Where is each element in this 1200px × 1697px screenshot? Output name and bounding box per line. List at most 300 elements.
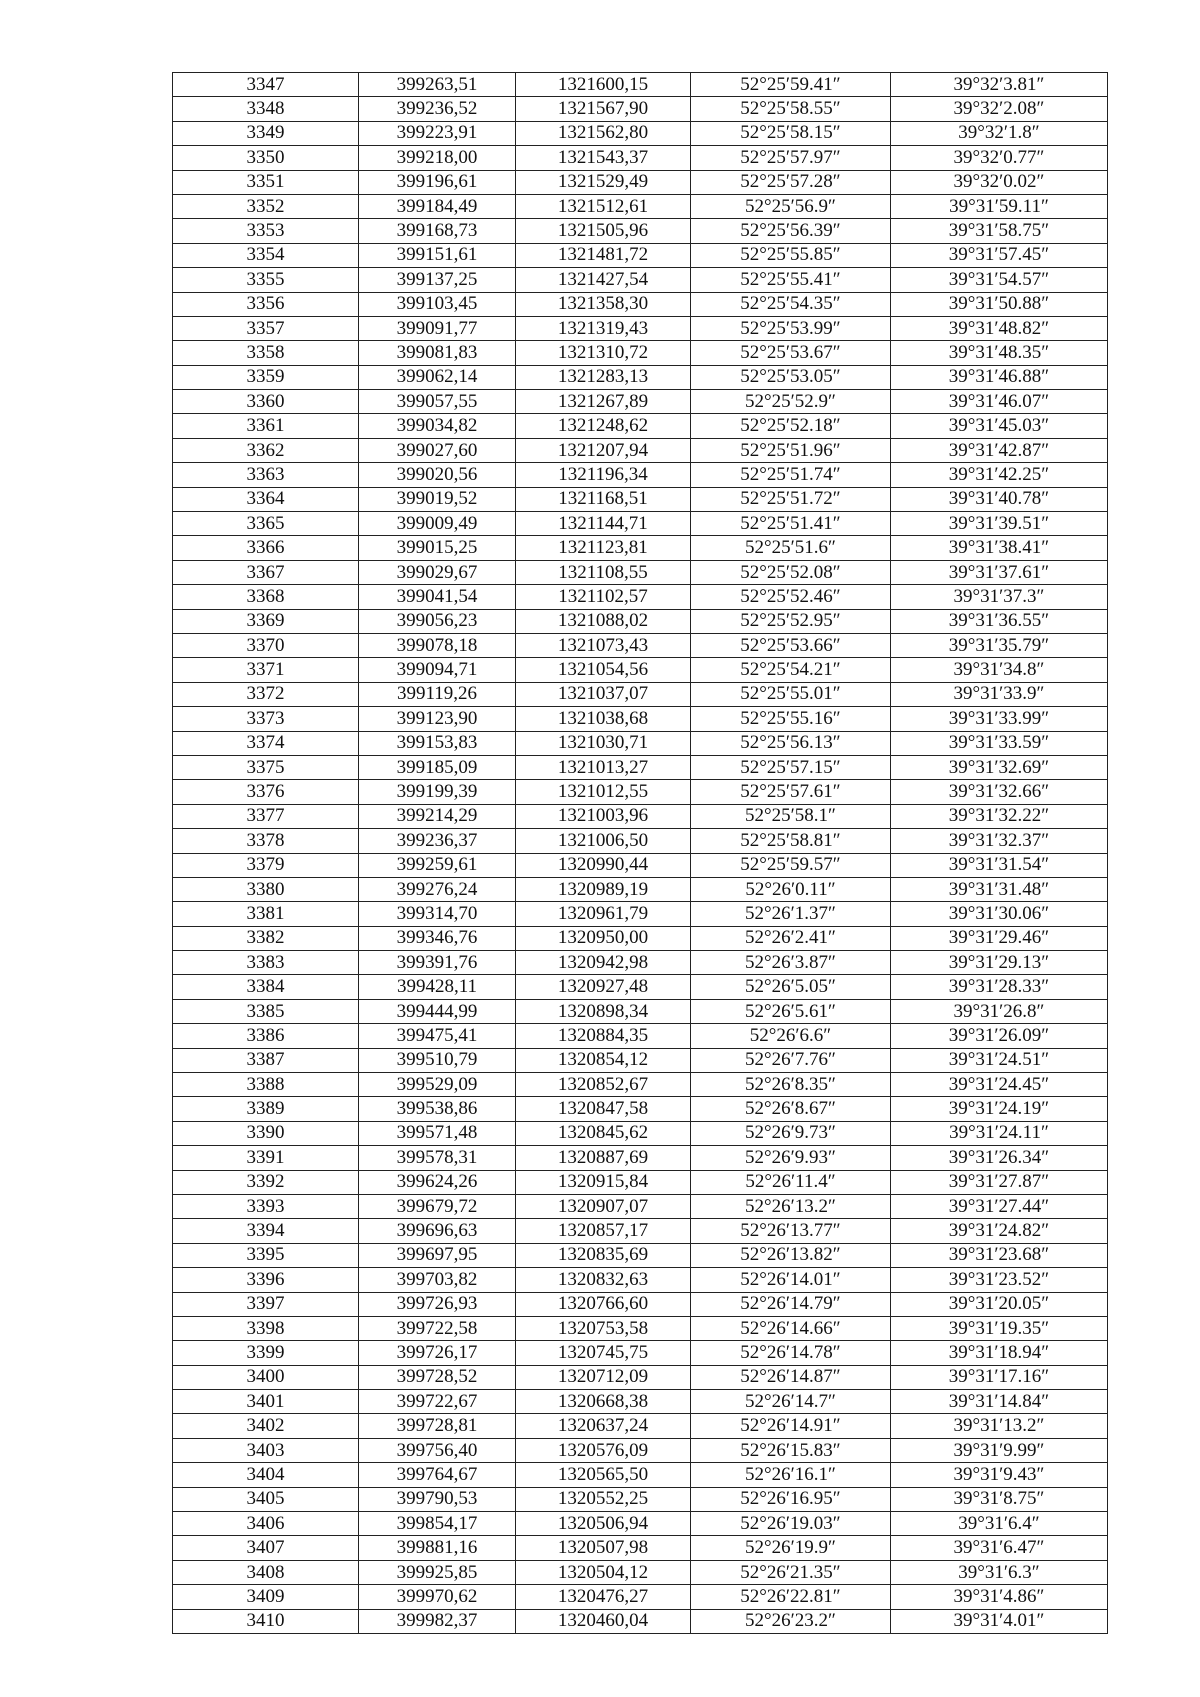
point-number-cell: 3393	[173, 1194, 359, 1218]
longitude-cell: 39°31′28.33″	[891, 975, 1108, 999]
longitude-cell: 39°31′20.05″	[891, 1292, 1108, 1316]
y-coordinate-cell: 1320915,84	[516, 1170, 691, 1194]
x-coordinate-cell: 399314,70	[359, 902, 516, 926]
y-coordinate-cell: 1321054,56	[516, 658, 691, 682]
latitude-cell: 52°26′21.35″	[691, 1560, 891, 1584]
table-row	[173, 1585, 1108, 1609]
latitude-cell: 52°25′51.72″	[691, 487, 891, 511]
table-row	[173, 1438, 1108, 1462]
table-row	[173, 1170, 1108, 1194]
table-row	[173, 1536, 1108, 1560]
x-coordinate-cell: 399214,29	[359, 804, 516, 828]
longitude-cell: 39°31′23.68″	[891, 1243, 1108, 1267]
point-number-cell: 3398	[173, 1316, 359, 1340]
x-coordinate-cell: 399056,23	[359, 609, 516, 633]
x-coordinate-cell: 399034,82	[359, 414, 516, 438]
table-row	[173, 97, 1108, 121]
latitude-cell: 52°26′22.81″	[691, 1585, 891, 1609]
latitude-cell: 52°26′9.73″	[691, 1121, 891, 1145]
latitude-cell: 52°26′9.93″	[691, 1146, 891, 1170]
y-coordinate-cell: 1320852,67	[516, 1073, 691, 1097]
point-number-cell: 3371	[173, 658, 359, 682]
x-coordinate-cell: 399728,81	[359, 1414, 516, 1438]
table-row	[173, 487, 1108, 511]
y-coordinate-cell: 1321567,90	[516, 97, 691, 121]
x-coordinate-cell: 399428,11	[359, 975, 516, 999]
point-number-cell: 3391	[173, 1146, 359, 1170]
longitude-cell: 39°31′36.55″	[891, 609, 1108, 633]
point-number-cell: 3408	[173, 1560, 359, 1584]
point-number-cell: 3351	[173, 170, 359, 194]
point-number-cell: 3404	[173, 1463, 359, 1487]
latitude-cell: 52°26′14.66″	[691, 1316, 891, 1340]
y-coordinate-cell: 1320990,44	[516, 853, 691, 877]
x-coordinate-cell: 399881,16	[359, 1536, 516, 1560]
longitude-cell: 39°31′14.84″	[891, 1390, 1108, 1414]
table-row	[173, 1194, 1108, 1218]
latitude-cell: 52°25′55.85″	[691, 243, 891, 267]
x-coordinate-cell: 399722,67	[359, 1390, 516, 1414]
point-number-cell: 3355	[173, 268, 359, 292]
latitude-cell: 52°26′7.76″	[691, 1048, 891, 1072]
table-row	[173, 1560, 1108, 1584]
y-coordinate-cell: 1320898,34	[516, 999, 691, 1023]
latitude-cell: 52°26′13.82″	[691, 1243, 891, 1267]
longitude-cell: 39°31′6.3″	[891, 1560, 1108, 1584]
point-number-cell: 3389	[173, 1097, 359, 1121]
x-coordinate-cell: 399790,53	[359, 1487, 516, 1511]
table-row	[173, 1097, 1108, 1121]
latitude-cell: 52°25′55.41″	[691, 268, 891, 292]
table-row	[173, 1024, 1108, 1048]
latitude-cell: 52°26′14.01″	[691, 1268, 891, 1292]
y-coordinate-cell: 1320507,98	[516, 1536, 691, 1560]
table-row	[173, 512, 1108, 536]
table-row	[173, 1268, 1108, 1292]
latitude-cell: 52°25′57.15″	[691, 755, 891, 779]
longitude-cell: 39°31′48.35″	[891, 341, 1108, 365]
longitude-cell: 39°31′42.87″	[891, 438, 1108, 462]
table-row	[173, 877, 1108, 901]
point-number-cell: 3380	[173, 877, 359, 901]
x-coordinate-cell: 399679,72	[359, 1194, 516, 1218]
point-number-cell: 3383	[173, 951, 359, 975]
point-number-cell: 3397	[173, 1292, 359, 1316]
x-coordinate-cell: 399062,14	[359, 365, 516, 389]
x-coordinate-cell: 399696,63	[359, 1219, 516, 1243]
point-number-cell: 3359	[173, 365, 359, 389]
longitude-cell: 39°31′32.22″	[891, 804, 1108, 828]
longitude-cell: 39°31′40.78″	[891, 487, 1108, 511]
y-coordinate-cell: 1321543,37	[516, 146, 691, 170]
table-row	[173, 536, 1108, 560]
latitude-cell: 52°25′57.97″	[691, 146, 891, 170]
table-row	[173, 1609, 1108, 1633]
longitude-cell: 39°31′24.11″	[891, 1121, 1108, 1145]
y-coordinate-cell: 1320832,63	[516, 1268, 691, 1292]
table-row	[173, 1121, 1108, 1145]
table-row	[173, 365, 1108, 389]
x-coordinate-cell: 399027,60	[359, 438, 516, 462]
table-row	[173, 755, 1108, 779]
point-number-cell: 3354	[173, 243, 359, 267]
table-row	[173, 658, 1108, 682]
point-number-cell: 3362	[173, 438, 359, 462]
longitude-cell: 39°31′37.61″	[891, 560, 1108, 584]
point-number-cell: 3384	[173, 975, 359, 999]
x-coordinate-cell: 399057,55	[359, 390, 516, 414]
point-number-cell: 3387	[173, 1048, 359, 1072]
table-row	[173, 829, 1108, 853]
point-number-cell: 3373	[173, 707, 359, 731]
point-number-cell: 3401	[173, 1390, 359, 1414]
table-row	[173, 438, 1108, 462]
y-coordinate-cell: 1320745,75	[516, 1341, 691, 1365]
x-coordinate-cell: 399119,26	[359, 682, 516, 706]
table-row	[173, 341, 1108, 365]
point-number-cell: 3378	[173, 829, 359, 853]
table-row	[173, 1390, 1108, 1414]
point-number-cell: 3363	[173, 463, 359, 487]
point-number-cell: 3376	[173, 780, 359, 804]
y-coordinate-cell: 1320753,58	[516, 1316, 691, 1340]
x-coordinate-cell: 399624,26	[359, 1170, 516, 1194]
table-row	[173, 1487, 1108, 1511]
point-number-cell: 3367	[173, 560, 359, 584]
x-coordinate-cell: 399578,31	[359, 1146, 516, 1170]
point-number-cell: 3382	[173, 926, 359, 950]
table-row	[173, 1414, 1108, 1438]
latitude-cell: 52°26′13.2″	[691, 1194, 891, 1218]
y-coordinate-cell: 1320961,79	[516, 902, 691, 926]
table-row	[173, 731, 1108, 755]
x-coordinate-cell: 399346,76	[359, 926, 516, 950]
longitude-cell: 39°32′0.02″	[891, 170, 1108, 194]
y-coordinate-cell: 1320950,00	[516, 926, 691, 950]
y-coordinate-cell: 1320506,94	[516, 1512, 691, 1536]
y-coordinate-cell: 1320845,62	[516, 1121, 691, 1145]
table-row	[173, 633, 1108, 657]
point-number-cell: 3374	[173, 731, 359, 755]
y-coordinate-cell: 1321207,94	[516, 438, 691, 462]
point-number-cell: 3366	[173, 536, 359, 560]
longitude-cell: 39°31′17.16″	[891, 1365, 1108, 1389]
x-coordinate-cell: 399764,67	[359, 1463, 516, 1487]
y-coordinate-cell: 1321012,55	[516, 780, 691, 804]
x-coordinate-cell: 399218,00	[359, 146, 516, 170]
point-number-cell: 3353	[173, 219, 359, 243]
table-row	[173, 975, 1108, 999]
x-coordinate-cell: 399223,91	[359, 121, 516, 145]
point-number-cell: 3361	[173, 414, 359, 438]
longitude-cell: 39°31′31.54″	[891, 853, 1108, 877]
y-coordinate-cell: 1320835,69	[516, 1243, 691, 1267]
y-coordinate-cell: 1321310,72	[516, 341, 691, 365]
latitude-cell: 52°25′59.57″	[691, 853, 891, 877]
latitude-cell: 52°26′15.83″	[691, 1438, 891, 1462]
point-number-cell: 3399	[173, 1341, 359, 1365]
y-coordinate-cell: 1321123,81	[516, 536, 691, 560]
table-row	[173, 902, 1108, 926]
longitude-cell: 39°31′59.11″	[891, 194, 1108, 218]
x-coordinate-cell: 399529,09	[359, 1073, 516, 1097]
y-coordinate-cell: 1321505,96	[516, 219, 691, 243]
table-row	[173, 243, 1108, 267]
x-coordinate-cell: 399009,49	[359, 512, 516, 536]
longitude-cell: 39°31′4.01″	[891, 1609, 1108, 1633]
x-coordinate-cell: 399078,18	[359, 633, 516, 657]
latitude-cell: 52°26′13.77″	[691, 1219, 891, 1243]
latitude-cell: 52°26′16.1″	[691, 1463, 891, 1487]
y-coordinate-cell: 1321038,68	[516, 707, 691, 731]
latitude-cell: 52°26′14.91″	[691, 1414, 891, 1438]
latitude-cell: 52°25′56.9″	[691, 194, 891, 218]
latitude-cell: 52°26′14.78″	[691, 1341, 891, 1365]
latitude-cell: 52°26′8.35″	[691, 1073, 891, 1097]
y-coordinate-cell: 1321600,15	[516, 73, 691, 97]
x-coordinate-cell: 399703,82	[359, 1268, 516, 1292]
y-coordinate-cell: 1321013,27	[516, 755, 691, 779]
point-number-cell: 3349	[173, 121, 359, 145]
latitude-cell: 52°25′54.21″	[691, 658, 891, 682]
latitude-cell: 52°25′57.28″	[691, 170, 891, 194]
latitude-cell: 52°25′56.39″	[691, 219, 891, 243]
latitude-cell: 52°26′6.6″	[691, 1024, 891, 1048]
table-row	[173, 1243, 1108, 1267]
point-number-cell: 3400	[173, 1365, 359, 1389]
y-coordinate-cell: 1320712,09	[516, 1365, 691, 1389]
x-coordinate-cell: 399029,67	[359, 560, 516, 584]
x-coordinate-cell: 399151,61	[359, 243, 516, 267]
table-row	[173, 585, 1108, 609]
y-coordinate-cell: 1320854,12	[516, 1048, 691, 1072]
latitude-cell: 52°25′56.13″	[691, 731, 891, 755]
longitude-cell: 39°31′33.59″	[891, 731, 1108, 755]
y-coordinate-cell: 1320847,58	[516, 1097, 691, 1121]
longitude-cell: 39°31′31.48″	[891, 877, 1108, 901]
table-row	[173, 121, 1108, 145]
y-coordinate-cell: 1321267,89	[516, 390, 691, 414]
y-coordinate-cell: 1320668,38	[516, 1390, 691, 1414]
longitude-cell: 39°31′27.87″	[891, 1170, 1108, 1194]
y-coordinate-cell: 1321088,02	[516, 609, 691, 633]
x-coordinate-cell: 399199,39	[359, 780, 516, 804]
longitude-cell: 39°31′24.45″	[891, 1073, 1108, 1097]
latitude-cell: 52°25′52.9″	[691, 390, 891, 414]
y-coordinate-cell: 1321108,55	[516, 560, 691, 584]
point-number-cell: 3410	[173, 1609, 359, 1633]
latitude-cell: 52°25′58.1″	[691, 804, 891, 828]
point-number-cell: 3402	[173, 1414, 359, 1438]
point-number-cell: 3407	[173, 1536, 359, 1560]
longitude-cell: 39°31′35.79″	[891, 633, 1108, 657]
longitude-cell: 39°31′24.19″	[891, 1097, 1108, 1121]
table-row	[173, 1292, 1108, 1316]
latitude-cell: 52°25′53.66″	[691, 633, 891, 657]
point-number-cell: 3356	[173, 292, 359, 316]
x-coordinate-cell: 399196,61	[359, 170, 516, 194]
x-coordinate-cell: 399726,93	[359, 1292, 516, 1316]
table-row	[173, 1219, 1108, 1243]
point-number-cell: 3350	[173, 146, 359, 170]
point-number-cell: 3365	[173, 512, 359, 536]
longitude-cell: 39°31′45.03″	[891, 414, 1108, 438]
x-coordinate-cell: 399020,56	[359, 463, 516, 487]
latitude-cell: 52°25′54.35″	[691, 292, 891, 316]
longitude-cell: 39°31′26.8″	[891, 999, 1108, 1023]
x-coordinate-cell: 399722,58	[359, 1316, 516, 1340]
x-coordinate-cell: 399185,09	[359, 755, 516, 779]
y-coordinate-cell: 1321102,57	[516, 585, 691, 609]
longitude-cell: 39°31′37.3″	[891, 585, 1108, 609]
x-coordinate-cell: 399259,61	[359, 853, 516, 877]
latitude-cell: 52°25′51.74″	[691, 463, 891, 487]
x-coordinate-cell: 399391,76	[359, 951, 516, 975]
x-coordinate-cell: 399970,62	[359, 1585, 516, 1609]
table-row	[173, 609, 1108, 633]
longitude-cell: 39°31′26.09″	[891, 1024, 1108, 1048]
latitude-cell: 52°25′51.41″	[691, 512, 891, 536]
x-coordinate-cell: 399081,83	[359, 341, 516, 365]
point-number-cell: 3385	[173, 999, 359, 1023]
longitude-cell: 39°31′32.37″	[891, 829, 1108, 853]
y-coordinate-cell: 1320989,19	[516, 877, 691, 901]
longitude-cell: 39°31′24.51″	[891, 1048, 1108, 1072]
table-row	[173, 73, 1108, 97]
longitude-cell: 39°31′6.4″	[891, 1512, 1108, 1536]
point-number-cell: 3388	[173, 1073, 359, 1097]
table-row	[173, 1073, 1108, 1097]
table-row	[173, 390, 1108, 414]
point-number-cell: 3386	[173, 1024, 359, 1048]
latitude-cell: 52°25′52.46″	[691, 585, 891, 609]
table-row	[173, 707, 1108, 731]
y-coordinate-cell: 1321529,49	[516, 170, 691, 194]
longitude-cell: 39°31′54.57″	[891, 268, 1108, 292]
table-row	[173, 292, 1108, 316]
y-coordinate-cell: 1321144,71	[516, 512, 691, 536]
x-coordinate-cell: 399041,54	[359, 585, 516, 609]
longitude-cell: 39°31′39.51″	[891, 512, 1108, 536]
table-row	[173, 804, 1108, 828]
table-row	[173, 780, 1108, 804]
point-number-cell: 3394	[173, 1219, 359, 1243]
point-number-cell: 3364	[173, 487, 359, 511]
latitude-cell: 52°25′53.67″	[691, 341, 891, 365]
latitude-cell: 52°25′53.99″	[691, 316, 891, 340]
y-coordinate-cell: 1320766,60	[516, 1292, 691, 1316]
latitude-cell: 52°25′55.01″	[691, 682, 891, 706]
x-coordinate-cell: 399444,99	[359, 999, 516, 1023]
latitude-cell: 52°25′52.08″	[691, 560, 891, 584]
y-coordinate-cell: 1321481,72	[516, 243, 691, 267]
y-coordinate-cell: 1321319,43	[516, 316, 691, 340]
x-coordinate-cell: 399510,79	[359, 1048, 516, 1072]
point-number-cell: 3406	[173, 1512, 359, 1536]
x-coordinate-cell: 399697,95	[359, 1243, 516, 1267]
x-coordinate-cell: 399184,49	[359, 194, 516, 218]
longitude-cell: 39°31′8.75″	[891, 1487, 1108, 1511]
y-coordinate-cell: 1321168,51	[516, 487, 691, 511]
longitude-cell: 39°31′42.25″	[891, 463, 1108, 487]
longitude-cell: 39°31′4.86″	[891, 1585, 1108, 1609]
point-number-cell: 3347	[173, 73, 359, 97]
latitude-cell: 52°26′14.79″	[691, 1292, 891, 1316]
point-number-cell: 3360	[173, 390, 359, 414]
point-number-cell: 3372	[173, 682, 359, 706]
latitude-cell: 52°26′14.87″	[691, 1365, 891, 1389]
point-number-cell: 3409	[173, 1585, 359, 1609]
longitude-cell: 39°31′46.07″	[891, 390, 1108, 414]
point-number-cell: 3396	[173, 1268, 359, 1292]
x-coordinate-cell: 399726,17	[359, 1341, 516, 1365]
latitude-cell: 52°26′23.2″	[691, 1609, 891, 1633]
x-coordinate-cell: 399982,37	[359, 1609, 516, 1633]
x-coordinate-cell: 399236,37	[359, 829, 516, 853]
longitude-cell: 39°31′9.43″	[891, 1463, 1108, 1487]
latitude-cell: 52°25′51.6″	[691, 536, 891, 560]
longitude-cell: 39°31′30.06″	[891, 902, 1108, 926]
table-row	[173, 951, 1108, 975]
x-coordinate-cell: 399123,90	[359, 707, 516, 731]
longitude-cell: 39°31′50.88″	[891, 292, 1108, 316]
point-number-cell: 3395	[173, 1243, 359, 1267]
x-coordinate-cell: 399925,85	[359, 1560, 516, 1584]
longitude-cell: 39°32′3.81″	[891, 73, 1108, 97]
longitude-cell: 39°31′23.52″	[891, 1268, 1108, 1292]
coordinates-table	[172, 72, 1108, 1634]
table-row	[173, 1463, 1108, 1487]
x-coordinate-cell: 399571,48	[359, 1121, 516, 1145]
latitude-cell: 52°25′59.41″	[691, 73, 891, 97]
x-coordinate-cell: 399263,51	[359, 73, 516, 97]
y-coordinate-cell: 1321512,61	[516, 194, 691, 218]
longitude-cell: 39°31′57.45″	[891, 243, 1108, 267]
y-coordinate-cell: 1321030,71	[516, 731, 691, 755]
y-coordinate-cell: 1321006,50	[516, 829, 691, 853]
longitude-cell: 39°31′24.82″	[891, 1219, 1108, 1243]
x-coordinate-cell: 399475,41	[359, 1024, 516, 1048]
longitude-cell: 39°32′0.77″	[891, 146, 1108, 170]
table-row	[173, 560, 1108, 584]
y-coordinate-cell: 1321037,07	[516, 682, 691, 706]
point-number-cell: 3358	[173, 341, 359, 365]
latitude-cell: 52°25′55.16″	[691, 707, 891, 731]
latitude-cell: 52°26′16.95″	[691, 1487, 891, 1511]
x-coordinate-cell: 399276,24	[359, 877, 516, 901]
latitude-cell: 52°25′53.05″	[691, 365, 891, 389]
x-coordinate-cell: 399153,83	[359, 731, 516, 755]
y-coordinate-cell: 1320857,17	[516, 1219, 691, 1243]
longitude-cell: 39°31′33.99″	[891, 707, 1108, 731]
longitude-cell: 39°31′38.41″	[891, 536, 1108, 560]
y-coordinate-cell: 1320884,35	[516, 1024, 691, 1048]
x-coordinate-cell: 399094,71	[359, 658, 516, 682]
table-row	[173, 170, 1108, 194]
longitude-cell: 39°31′13.2″	[891, 1414, 1108, 1438]
point-number-cell: 3368	[173, 585, 359, 609]
point-number-cell: 3370	[173, 633, 359, 657]
point-number-cell: 3348	[173, 97, 359, 121]
y-coordinate-cell: 1320942,98	[516, 951, 691, 975]
latitude-cell: 52°26′14.7″	[691, 1390, 891, 1414]
latitude-cell: 52°25′51.96″	[691, 438, 891, 462]
latitude-cell: 52°26′11.4″	[691, 1170, 891, 1194]
x-coordinate-cell: 399137,25	[359, 268, 516, 292]
longitude-cell: 39°31′6.47″	[891, 1536, 1108, 1560]
latitude-cell: 52°25′52.95″	[691, 609, 891, 633]
x-coordinate-cell: 399015,25	[359, 536, 516, 560]
